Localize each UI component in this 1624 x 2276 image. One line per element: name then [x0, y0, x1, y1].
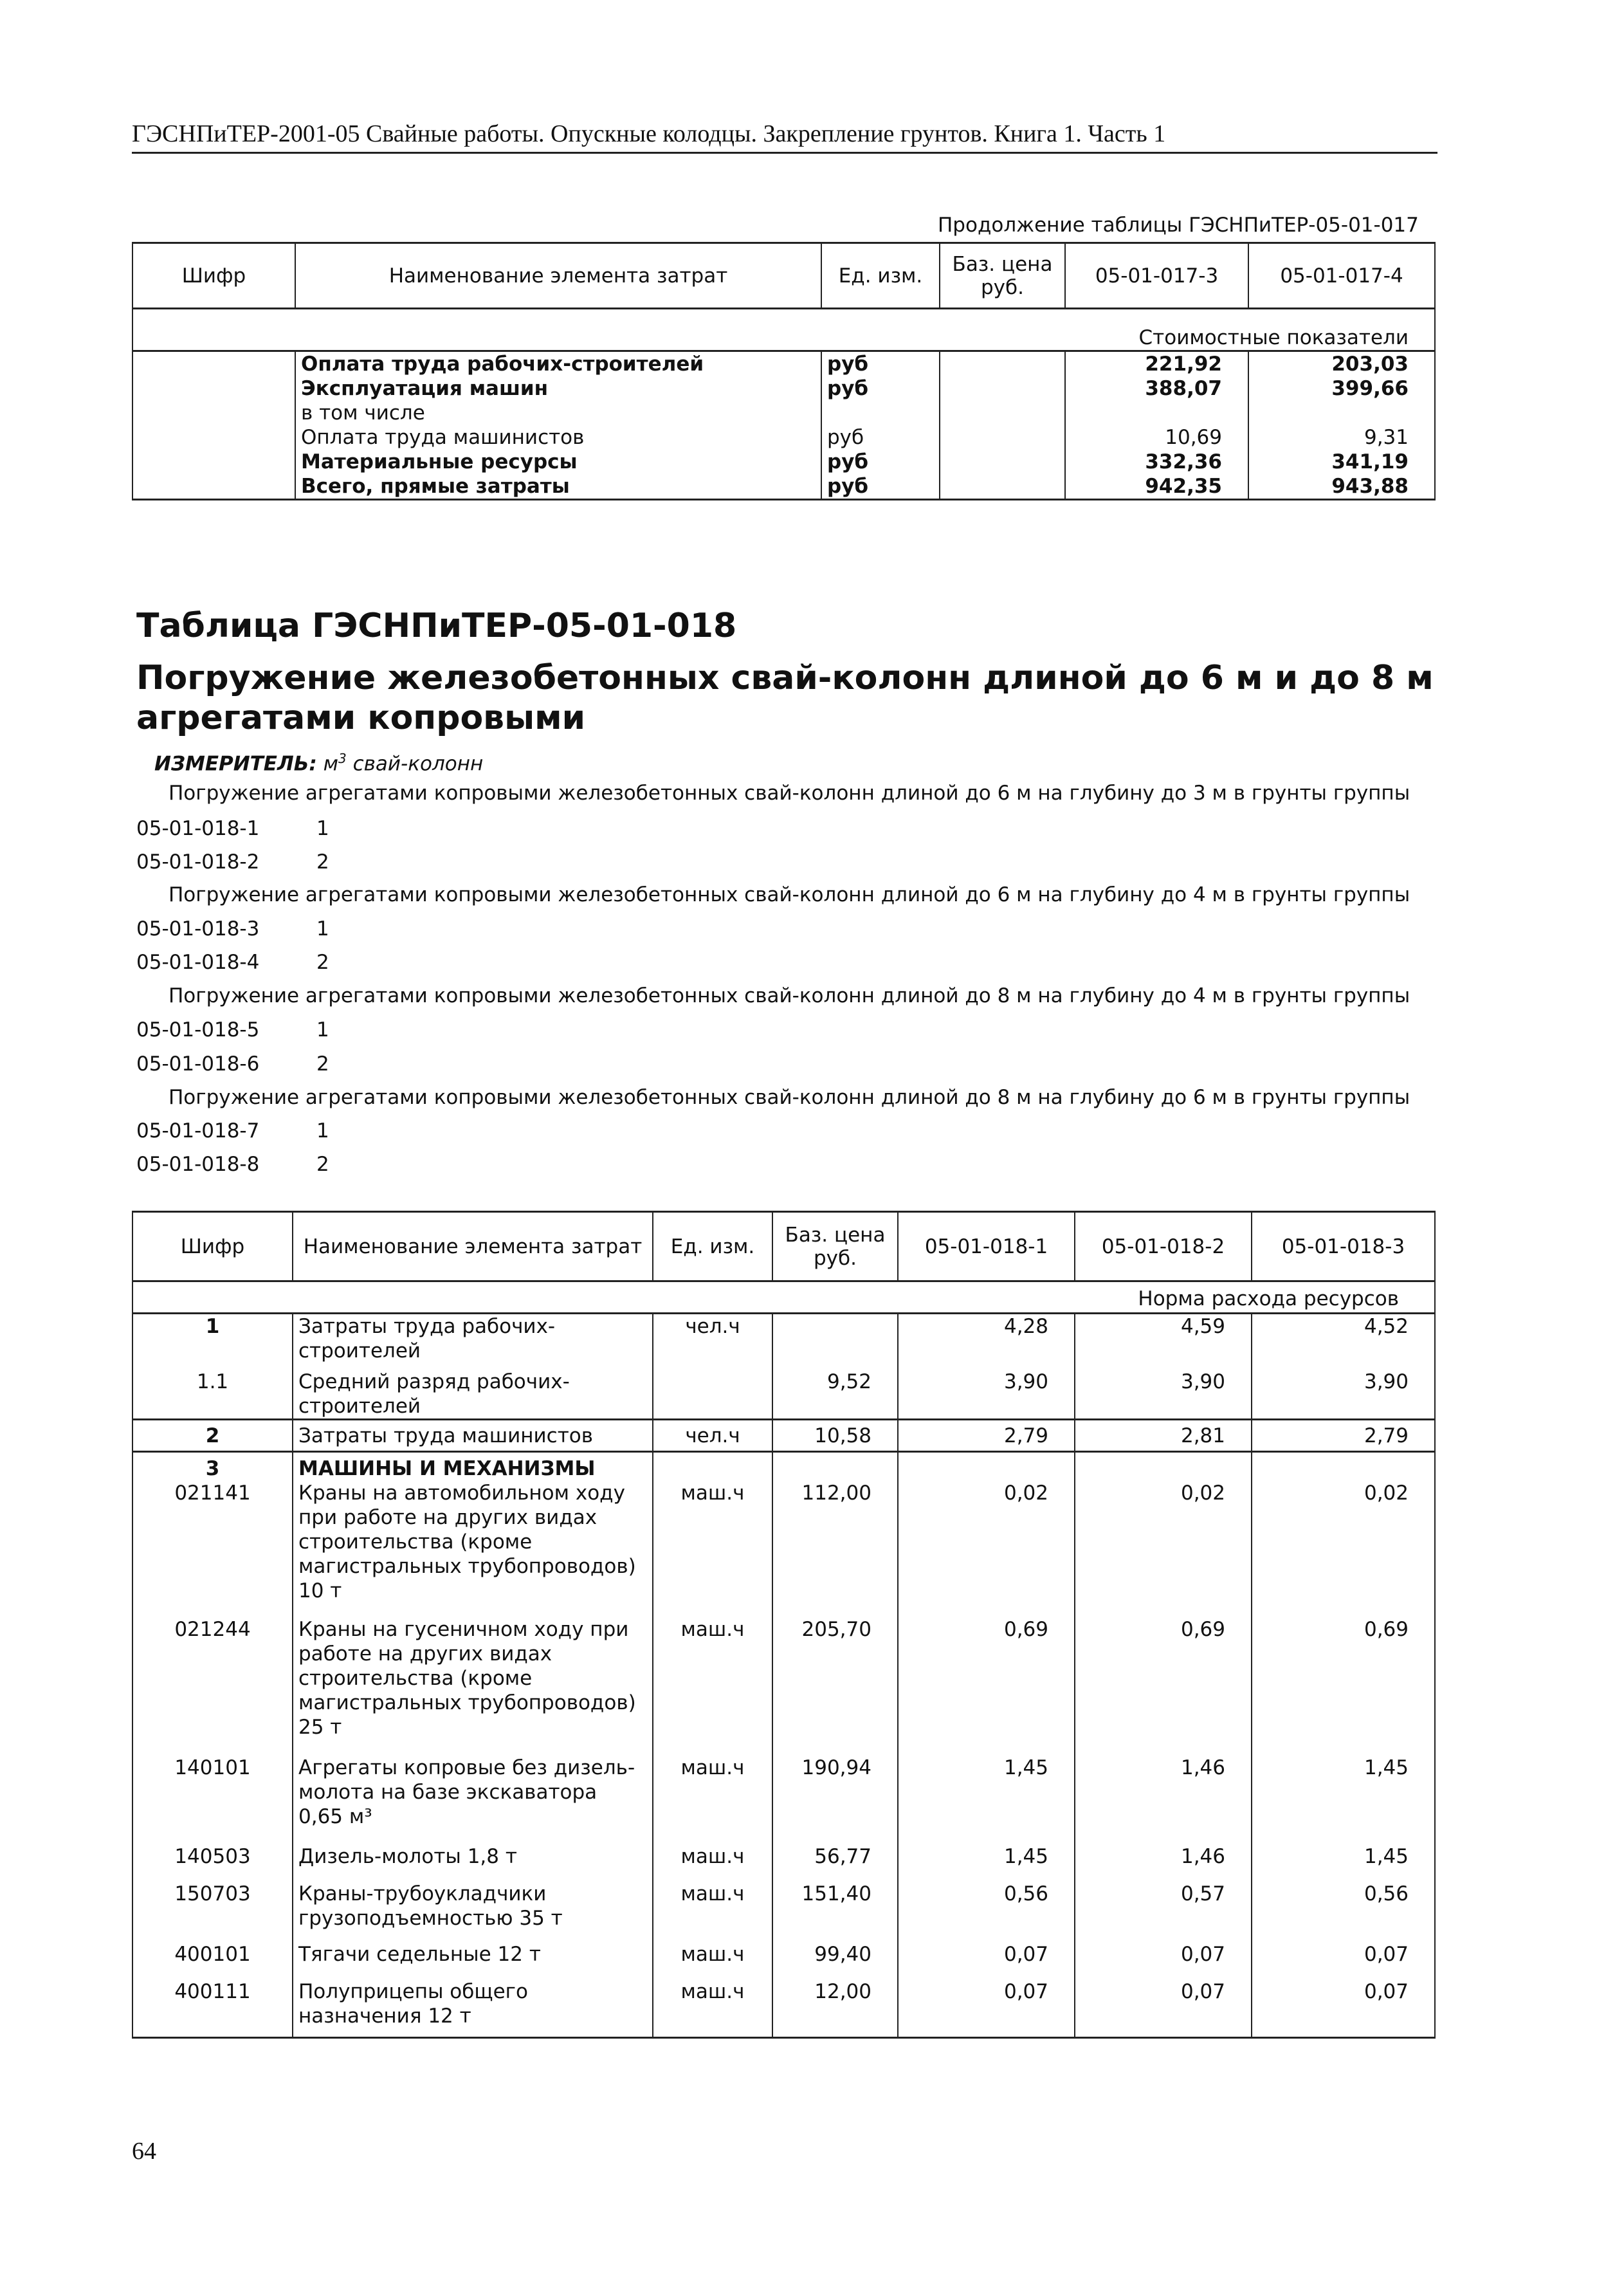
running-header: ГЭСНПиТЕР-2001-05 Свайные работы. Опускные колодцы. Закрепление грунтов. Книга 1. Часть 1: [132, 120, 1437, 154]
resource-name: Затраты труда рабочих-строителей: [293, 1314, 653, 1364]
resource-code: 400111: [132, 1979, 293, 2037]
resource-unit: маш.ч: [653, 1844, 772, 1882]
resource-code: 3: [132, 1452, 293, 1482]
resource-code: 021141: [132, 1481, 293, 1617]
header-name: Наименование элемента затрат: [295, 243, 821, 309]
table-row: [132, 1882, 1435, 1942]
resource-value-1: 0,07: [898, 1942, 1075, 1979]
variant-code: 05-01-018-2: [136, 850, 260, 874]
cost-unit: руб: [821, 425, 940, 450]
variant-line: [136, 850, 329, 874]
table-row: [132, 1617, 1435, 1756]
resource-price: [772, 1314, 898, 1364]
cost-value-2: 399,66: [1248, 376, 1435, 401]
resource-value-1: 2,79: [898, 1420, 1075, 1452]
cost-value-2: 203,03: [1248, 351, 1435, 377]
resource-value-3: 0,56: [1252, 1882, 1435, 1942]
table-row: [132, 1756, 1435, 1844]
variant-line: [136, 1119, 329, 1143]
resource-value-1: 3,90: [898, 1363, 1075, 1420]
header-variant-2: 05-01-018-2: [1075, 1212, 1252, 1281]
cost-value-1: 221,92: [1065, 351, 1248, 377]
table-row: [132, 1314, 1435, 1364]
resource-value-2: 4,59: [1075, 1314, 1252, 1364]
table-row: [132, 450, 1435, 474]
resource-price: 190,94: [772, 1756, 898, 1844]
variant-value: 1: [316, 1018, 329, 1042]
table-row: [132, 425, 1435, 450]
resource-name: Затраты труда машинистов: [293, 1420, 653, 1452]
cost-name: Оплата труда машинистов: [295, 425, 821, 450]
cost-value-1: 388,07: [1065, 376, 1248, 401]
resource-unit: чел.ч: [653, 1420, 772, 1452]
resource-name: Краны на гусеничном ходу при работе на других видах строительства (кроме магистральных трубопроводов) 25 т: [293, 1617, 653, 1756]
resource-value-3: 1,45: [1252, 1756, 1435, 1844]
variant-line: [136, 951, 329, 974]
header-unit: Ед. изм.: [821, 243, 940, 309]
variant-code: 05-01-018-4: [136, 951, 260, 974]
table-row: [132, 474, 1435, 500]
resource-value-3: 0,07: [1252, 1942, 1435, 1979]
header-base-price: Баз. цена руб.: [772, 1212, 898, 1281]
table-row: [132, 376, 1435, 401]
resource-value-3: 0,02: [1252, 1481, 1435, 1617]
cost-value-2: 341,19: [1248, 450, 1435, 474]
variant-line: [136, 917, 329, 941]
resource-value-3: 1,45: [1252, 1844, 1435, 1882]
cost-unit: руб: [821, 474, 940, 500]
variant-value: 1: [316, 1119, 329, 1143]
cost-name: в том числе: [295, 401, 821, 425]
cost-unit: руб: [821, 351, 940, 377]
header-base-price: Баз. цена руб.: [940, 243, 1065, 309]
resource-value-2: 0,07: [1075, 1979, 1252, 2037]
variant-value: 2: [316, 1052, 329, 1076]
resource-value-1: 1,45: [898, 1844, 1075, 1882]
resource-code: 1: [132, 1314, 293, 1364]
table-continuation-label: Продолжение таблицы ГЭСНПиТЕР-05-01-017: [938, 214, 1419, 237]
table-row: [132, 1481, 1435, 1617]
cost-value-1: 10,69: [1065, 425, 1248, 450]
cost-unit: руб: [821, 450, 940, 474]
resource-value-1: 0,56: [898, 1882, 1075, 1942]
resource-price: 56,77: [772, 1844, 898, 1882]
resource-value-1: 4,28: [898, 1314, 1075, 1364]
variant-value: 2: [316, 951, 329, 974]
variant-code: 05-01-018-8: [136, 1153, 260, 1176]
resource-code: 021244: [132, 1617, 293, 1756]
resource-norms-table: [132, 1211, 1436, 2039]
header-variant-1: 05-01-017-3: [1065, 243, 1248, 309]
group-description: Погружение агрегатами копровыми железобетонных свай-колонн длиной до 8 м на глубину до 6 м в грунты группы: [169, 1086, 1410, 1109]
resource-unit: маш.ч: [653, 1882, 772, 1942]
measurer-unit-power: 3: [338, 751, 347, 766]
variant-value: 2: [316, 850, 329, 874]
cost-indicators-subheader: Стоимостные показатели: [132, 309, 1435, 351]
resource-price: 9,52: [772, 1363, 898, 1420]
variant-value: 2: [316, 1153, 329, 1176]
header-name: Наименование элемента затрат: [293, 1212, 653, 1281]
resource-price: 151,40: [772, 1882, 898, 1942]
cost-value-1: 332,36: [1065, 450, 1248, 474]
table-row: [132, 401, 1435, 425]
variant-code: 05-01-018-6: [136, 1052, 260, 1076]
resource-name: Агрегаты копровые без дизель-молота на базе экскаватора 0,65 м³: [293, 1756, 653, 1844]
table-row: [132, 351, 1435, 377]
variant-code: 05-01-018-3: [136, 917, 260, 941]
measurer-label: ИЗМЕРИТЕЛЬ:: [154, 752, 317, 776]
resource-name: Краны на автомобильном ходу при работе на других видах строительства (кроме магистральных трубопроводов) 10 т: [293, 1481, 653, 1617]
variant-line: [136, 1052, 329, 1076]
resource-name: Тягачи седельные 12 т: [293, 1942, 653, 1979]
resource-code: 1.1: [132, 1363, 293, 1420]
resource-value-2: 2,81: [1075, 1420, 1252, 1452]
cost-indicators-table: [132, 242, 1436, 500]
cost-value-2: 9,31: [1248, 425, 1435, 450]
resource-value-1: 0,07: [898, 1979, 1075, 2037]
variant-code: 05-01-018-1: [136, 817, 260, 840]
resource-name: Краны-трубоукладчики грузоподъемностью 35 т: [293, 1882, 653, 1942]
cost-unit: руб: [821, 376, 940, 401]
resource-name: Дизель-молоты 1,8 т: [293, 1844, 653, 1882]
measurer-unit-rest: свай-колонн: [346, 752, 484, 776]
resource-value-2: 0,07: [1075, 1942, 1252, 1979]
table-title: Таблица ГЭСНПиТЕР-05-01-018: [136, 607, 737, 645]
cost-name: Эксплуатация машин: [295, 376, 821, 401]
header-variant-1: 05-01-018-1: [898, 1212, 1075, 1281]
resource-price: 10,58: [772, 1420, 898, 1452]
group-description: Погружение агрегатами копровыми железобетонных свай-колонн длиной до 6 м на глубину до 4 м в грунты группы: [169, 883, 1410, 906]
table-row: [132, 1363, 1435, 1420]
resource-value-3: 2,79: [1252, 1420, 1435, 1452]
resource-value-1: 1,45: [898, 1756, 1075, 1844]
measurer-line: [154, 751, 483, 775]
resource-name: Средний разряд рабочих-строителей: [293, 1363, 653, 1420]
header-code: Шифр: [132, 1212, 293, 1281]
measurer-unit: м: [323, 752, 339, 776]
resource-section-name: МАШИНЫ И МЕХАНИЗМЫ: [293, 1452, 653, 1482]
header-code: Шифр: [132, 243, 295, 309]
resource-unit: [653, 1363, 772, 1420]
resource-unit: маш.ч: [653, 1756, 772, 1844]
resource-value-2: 0,57: [1075, 1882, 1252, 1942]
variant-value: 1: [316, 817, 329, 840]
resource-value-2: 1,46: [1075, 1756, 1252, 1844]
resource-value-2: 1,46: [1075, 1844, 1252, 1882]
resource-value-2: 0,02: [1075, 1481, 1252, 1617]
resource-value-1: 0,69: [898, 1617, 1075, 1756]
resource-value-2: 3,90: [1075, 1363, 1252, 1420]
resource-value-3: 3,90: [1252, 1363, 1435, 1420]
variant-line: [136, 817, 329, 840]
header-variant-2: 05-01-017-4: [1248, 243, 1435, 309]
resource-norms-subheader: Норма расхода ресурсов: [132, 1281, 1435, 1314]
resource-price: 99,40: [772, 1942, 898, 1979]
resource-code: 2: [132, 1420, 293, 1452]
cost-value-1: 942,35: [1065, 474, 1248, 500]
resource-unit: маш.ч: [653, 1481, 772, 1617]
variant-code: 05-01-018-7: [136, 1119, 260, 1143]
header-unit: Ед. изм.: [653, 1212, 772, 1281]
table-row: [132, 1420, 1435, 1452]
resource-value-3: 4,52: [1252, 1314, 1435, 1364]
cost-name: Всего, прямые затраты: [295, 474, 821, 500]
resource-name: Полуприцепы общего назначения 12 т: [293, 1979, 653, 2037]
header-variant-3: 05-01-018-3: [1252, 1212, 1435, 1281]
table-row: [132, 1844, 1435, 1882]
resource-value-3: 0,69: [1252, 1617, 1435, 1756]
variant-line: [136, 1018, 329, 1042]
resource-unit: маш.ч: [653, 1979, 772, 2037]
page-number: 64: [132, 2138, 156, 2165]
group-description: Погружение агрегатами копровыми железобетонных свай-колонн длиной до 8 м на глубину до 4 м в грунты группы: [169, 984, 1410, 1007]
resource-value-2: 0,69: [1075, 1617, 1252, 1756]
resource-code: 140503: [132, 1844, 293, 1882]
resource-value-3: 0,07: [1252, 1979, 1435, 2037]
resource-unit: маш.ч: [653, 1617, 772, 1756]
cost-name: Оплата труда рабочих-строителей: [295, 351, 821, 377]
group-description: Погружение агрегатами копровыми железобетонных свай-колонн длиной до 6 м на глубину до 3 м в грунты группы: [169, 782, 1410, 805]
resource-price: 12,00: [772, 1979, 898, 2037]
cost-value-2: 943,88: [1248, 474, 1435, 500]
resource-unit: чел.ч: [653, 1314, 772, 1364]
resource-code: 140101: [132, 1756, 293, 1844]
table-row: [132, 1942, 1435, 1979]
variant-value: 1: [316, 917, 329, 941]
resource-price: 205,70: [772, 1617, 898, 1756]
resource-value-1: 0,02: [898, 1481, 1075, 1617]
variant-line: [136, 1153, 329, 1176]
resource-code: 400101: [132, 1942, 293, 1979]
resource-unit: маш.ч: [653, 1942, 772, 1979]
table-row: [132, 1979, 1435, 2037]
resource-price: 112,00: [772, 1481, 898, 1617]
resource-code: 150703: [132, 1882, 293, 1942]
cost-name: Материальные ресурсы: [295, 450, 821, 474]
variant-code: 05-01-018-5: [136, 1018, 260, 1042]
table-row: [132, 1452, 1435, 1482]
section-heading: Погружение железобетонных свай-колонн длиной до 6 м и до 8 м агрегатами копровыми: [136, 659, 1434, 737]
